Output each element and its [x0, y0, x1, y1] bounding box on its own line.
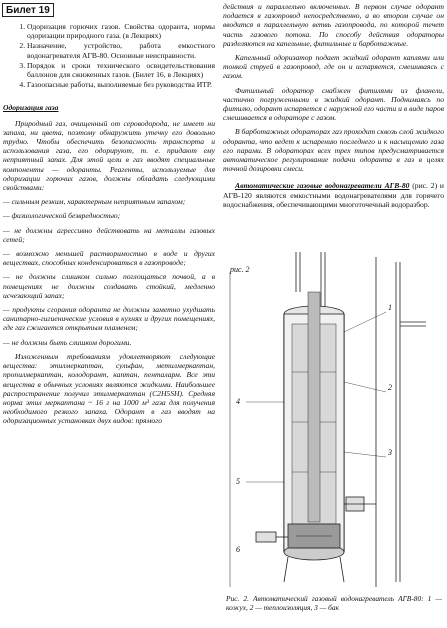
ticket-label: Билет 19	[2, 3, 54, 17]
paragraph: — возможно меньшей растворимостью в воде и других веществах, способных конденсироваться в газопроводе;	[3, 249, 215, 268]
paragraph: Капельный одоризатор подает жидкий одорант каплями или тонкой струей в газопровод, где он и испаряется, смешиваясь с газом.	[223, 53, 444, 81]
paragraph: — не должны слишком сильно поглощаться почвой, а в помещениях не должны создавать стойкий, медленно исчезающий запах;	[3, 272, 215, 300]
agv-paragraph	[223, 181, 444, 209]
water-heater-illustration	[226, 252, 440, 592]
figure-caption: Рис. 2. Автоматический газовый водонагреватель АГВ-80: 1 — кожух, 2 — теплоизоляция, 3 — бак	[226, 594, 442, 612]
left-column	[3, 22, 215, 431]
svg-text:рис. 2: рис. 2	[230, 265, 250, 274]
question-item: 1. Одоризация горючих газов. Свойства одоранта, нормы одоризации природного газа. (в Лекциях)	[27, 22, 215, 40]
paragraph: Фитильный одоратор снабжен фитилями из фланели, частично погруженными в жидкий одорант. Поднимаясь по фитилю, одорант испаряется с наружной его части и в виде паров смешивается в одораторе с газом.	[223, 85, 444, 123]
label-6: 6	[236, 545, 240, 554]
agv-text: (рис. 2) и АГВ-120 являются емкостными водонагревателями для горячего водоснабжения, обеспечивающими многоточечный водоразбор.	[223, 181, 445, 209]
label-5: 5	[236, 477, 240, 486]
paragraph: — продукты сгорания одоранта не должны заметно ухудшать санитарно-гигиенические условия в кухнях и других помещениях, где газ сжигается открытым пламенем;	[3, 305, 215, 333]
paragraph: Природный газ, очищенный от сероводорода, не имеет ни запаха, ни цвета, поэтому обнаружить утечку его довольно трудно. Чтобы обеспечить безопасность транспорта и использования газа, его одорируют, т. е. придают ему неприятный запах. Для этой цели в газ вводят специальные компоненты — одоранты. Реагенты, используемые для одоризации горючих газов, должны обладать следующими свойствами:	[3, 118, 215, 193]
paragraph: В барботажных одораторах газ проходит сквозь слой жидкого одоранта, что ведет к испарению последнего и к насыщению газа его парами. В одораторах всех трех типов предусматривается автоматическое регулирование подачи одоранта в газ в целях точной дозировки смеси.	[223, 127, 444, 174]
label-3: 3	[388, 448, 392, 457]
question-list	[3, 22, 215, 89]
paragraph: действия и параллельно включенных. В первом случае одорант подается в газопровод непосредственно, а во втором случае он вводится в параллельную ветвь газопровода, по которой течет часть газового потока. По способу действия одораторы разделяются на капельные, фитильные и барботажные.	[223, 2, 444, 48]
paragraph: — не должны быть слишком дорогими.	[3, 337, 132, 347]
question-item: 4. Газоопасные работы, выполняемые без руководства ИТР.	[27, 80, 215, 89]
paragraph: — физиологической безвредностью;	[3, 211, 121, 221]
label-1: 1	[388, 303, 392, 312]
question-item: 3. Порядок и сроки технического освидетельствования баллонов для сжиженных газов. (Билет 16, в Лекциях)	[27, 61, 215, 79]
right-column	[223, 2, 444, 214]
question-item: 2. Назначение, устройство, работа емкостного водонагревателя АГВ-80. Основные неисправности.	[27, 41, 215, 59]
label-4: 4	[236, 397, 240, 406]
label-2: 2	[388, 383, 392, 392]
paragraph: — не должны агрессивно действовать на металлы газовых сетей;	[3, 225, 215, 244]
agv-heading: Автоматические газовые водонагреватели АГВ-80	[235, 181, 410, 191]
paragraph: — сильным резким, характерным неприятным запахом;	[3, 197, 186, 207]
paragraph: Изложенным требованиям удовлетворяют следующие вещества: этилмеркаптан, сульфан, метилмеркаптан, пропилмеркаптан, колодорант, каптан, пенталарм. Все эти вещества в обычных условиях являются жидкими. Наибольшее распространение получил этилмеркаптан (C2H5SH). Средняя норма этил меркаптана ~ 16 г на 1000 м³ газа для получения необходимого резкого запаха. Одорант в газ вводят на одоризационных установках двух видов: прямого	[3, 351, 215, 426]
section-heading: Одоризация газа	[3, 103, 59, 113]
